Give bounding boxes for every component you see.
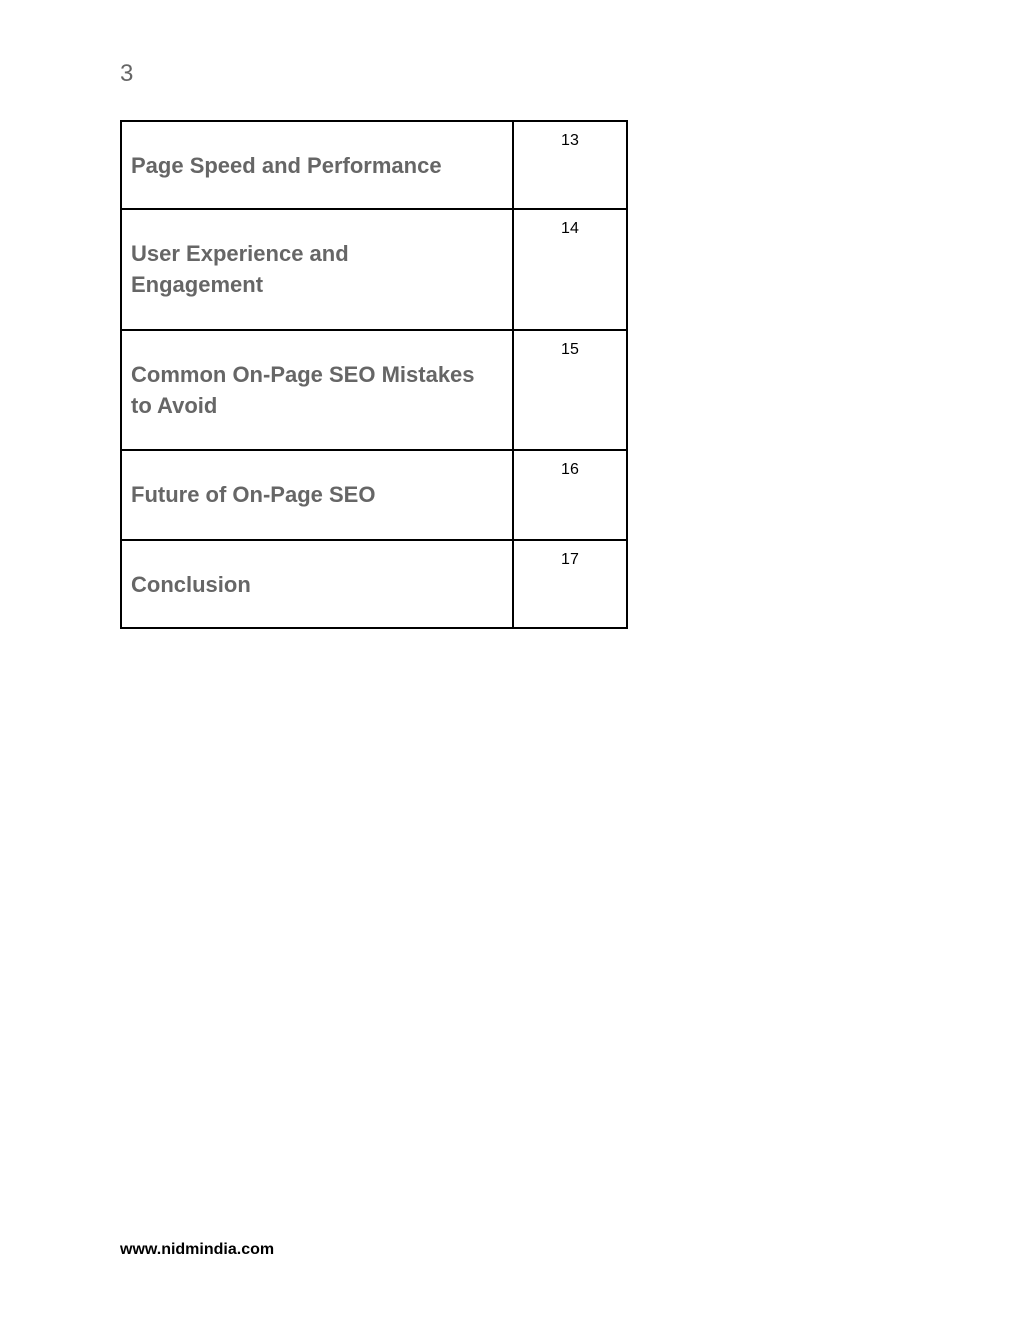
toc-title-cell: [121, 121, 513, 209]
toc-title: Future of On-Page SEO: [131, 482, 376, 507]
toc-title: Conclusion: [131, 572, 251, 597]
toc-row: [121, 330, 627, 450]
toc-title-cell: [121, 450, 513, 540]
toc-page-cell: [513, 121, 627, 209]
toc-title: Page Speed and Performance: [131, 153, 442, 178]
toc-row: [121, 450, 627, 540]
toc-page-cell: [513, 450, 627, 540]
toc-title-cell: [121, 209, 513, 330]
toc-title-cell: [121, 330, 513, 450]
toc-page-cell: [513, 330, 627, 450]
footer-website-link[interactable]: www.nidmindia.com: [120, 1241, 275, 1258]
toc-page-number: 13: [561, 132, 579, 149]
table-of-contents: [120, 120, 628, 629]
toc-page-number: 16: [561, 461, 579, 478]
toc-title-cell: [121, 540, 513, 628]
toc-page-number: 15: [561, 341, 579, 358]
toc-row: [121, 121, 627, 209]
toc-row: [121, 209, 627, 330]
toc-title: User Experience and Engagement: [131, 241, 349, 297]
toc-page-number: 14: [561, 220, 579, 237]
toc-row: [121, 540, 627, 628]
toc-page-cell: [513, 209, 627, 330]
toc-page-cell: [513, 540, 627, 628]
toc-page-number: 17: [561, 551, 579, 568]
toc-title: Common On-Page SEO Mistakes to Avoid: [131, 362, 475, 418]
page-number: 3: [120, 60, 134, 87]
